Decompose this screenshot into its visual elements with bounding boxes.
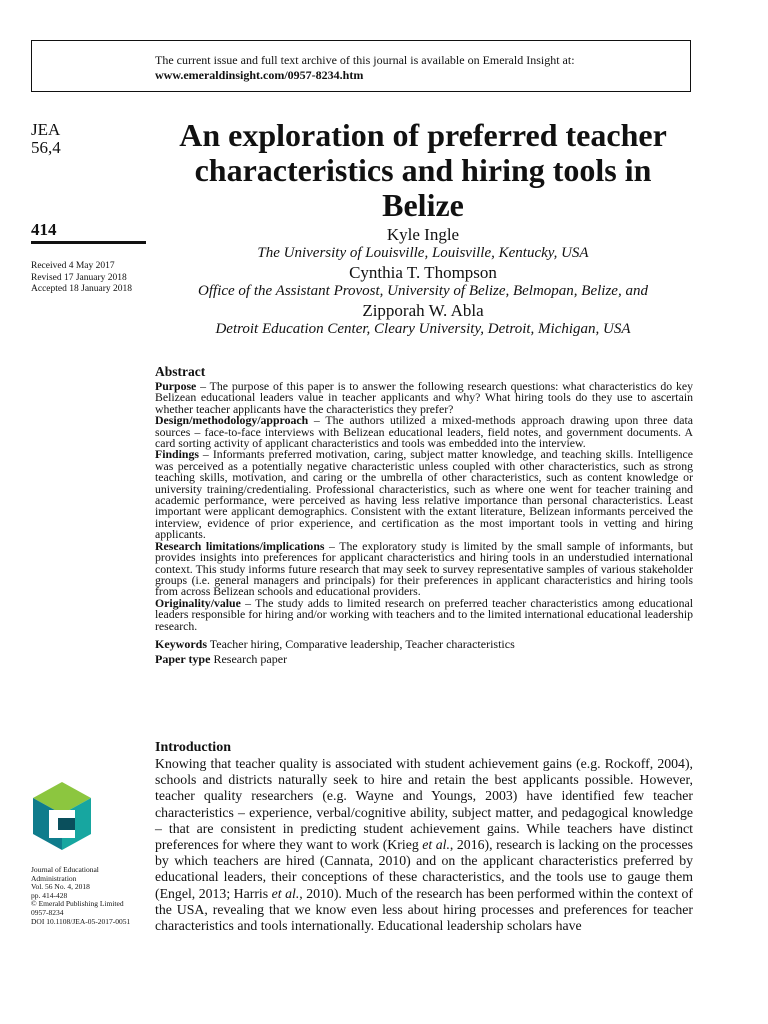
- intro-text-3: , 2010). Much of the research has been performed within the context of the USA, revealing that we know even less about hiring processes and preferences for teacher characteristics and tools internationally. Educational leadership scholars have: [155, 885, 693, 934]
- abstract-section: [155, 364, 693, 666]
- logo-inner-shade: [58, 818, 75, 830]
- design-text: – The authors utilized a mixed-methods approach drawing upon three data sources – face-to-face interviews with Belizean educational leaders, field notes, and government documents. A card sorting activity of applicant characteristics and tools was embedded into the interview.: [155, 413, 693, 451]
- footer-line: Vol. 56 No. 4, 2018: [31, 882, 90, 892]
- findings-label: Findings: [155, 447, 199, 462]
- introduction-paragraph: [155, 756, 693, 934]
- purpose-label: Purpose: [155, 379, 197, 393]
- journal-footer: [31, 866, 130, 926]
- article-history: [31, 261, 132, 296]
- introduction-heading: Introduction: [155, 740, 231, 755]
- intro-et-al: et al.: [422, 837, 450, 853]
- findings-text: – Informants preferred motivation, caring, subject matter knowledge, and teaching skills. Intelligence was perceived as a potentially negative characteristic unless coupled with other characteristics, such as strong teaching skills, motivation, and caring or the umbrella of other characteristics, such as content knowledge or university training/credentialing. Professional characteristics, such as where one went for teacher training and academic performance, were perceived as having less relative importance than personal characteristics. Least important were applicant demographics. Consistent with the extant literature, Belizean informants perceived the interview, evidence of prior experience, and certification as the most important tools in vetting and hiring applicants.: [155, 447, 693, 542]
- footer-doi: DOI 10.1108/JEA-05-2017-0051: [31, 916, 131, 926]
- journal-code: [31, 121, 61, 157]
- intro-text-1: Knowing that teacher quality is associated with student achievement gains (e.g. Rockoff, 2004), schools and districts naturally seek to hire and retain the best applicants possible. However, teacher quality researchers (e.g. Wayne and Youngs, 2003) have identified few teacher characteristics – experience, verbal/cognitive ability, subject matter, and pedagogical knowledge – that are consistent in predicting student achievement gains. While teachers have distinct preferences for where they want to work (Krieg: [155, 756, 693, 853]
- margin-rule: [31, 241, 146, 244]
- received-date: Received 4 May 2017: [31, 261, 115, 271]
- paper-type: [155, 652, 693, 666]
- author-name: Zipporah W. Abla: [362, 301, 484, 320]
- author-name: Kyle Ingle: [386, 225, 460, 244]
- accepted-date: Accepted 18 January 2018: [31, 284, 133, 294]
- page-number: 414: [31, 220, 57, 239]
- footer-line: 0957-8234: [31, 907, 64, 917]
- article-title: An exploration of preferred teacher characteristics and hiring tools in Belize: [179, 117, 667, 223]
- author-block: [150, 225, 696, 339]
- abstract-heading: Abstract: [155, 364, 206, 379]
- footer-line: Administration: [31, 873, 77, 883]
- originality-text: – The study adds to limited research on preferred teacher characteristics among educational leaders responsible for hiring and/or working with teachers and to the limited international educational leadership research.: [155, 595, 693, 633]
- paper-type-label: Paper type: [155, 651, 211, 666]
- footer-line: pp. 414-428: [31, 890, 68, 900]
- author-affiliation: Office of the Assistant Provost, University of Belize, Belmopan, Belize, and: [198, 283, 648, 299]
- intro-text-2: , 2016), research is lacking on the processes by which teachers are hired (Cannata, 2010) and on the applicant characteristics preferred by educational leaders, their conceptions of these characteristics, and the tools use to gauge them (Engel, 2013; Harris: [155, 837, 693, 901]
- originality-label: Originality/value: [155, 595, 241, 610]
- journal-abbreviation: JEA: [31, 120, 61, 139]
- abstract-purpose: [155, 381, 693, 415]
- keywords: [155, 637, 693, 651]
- purpose-text: – The purpose of this paper is to answer the following research questions: what characteristics do key Belizean educational leaders value in teacher applicants and why? What hiring tools do they use to ascertain whether teacher applicants have the characteristics they prefer?: [155, 379, 693, 416]
- abstract-design: [155, 415, 693, 449]
- author-affiliation: Detroit Education Center, Cleary University, Detroit, Michigan, USA: [215, 321, 631, 337]
- design-label: Design/methodology/approach: [155, 413, 309, 428]
- introduction-section: [155, 739, 693, 934]
- paper-type-text: Research paper: [210, 651, 288, 666]
- author-name: Cynthia T. Thompson: [349, 263, 497, 282]
- footer-line: © Emerald Publishing Limited: [31, 899, 124, 909]
- author-affiliation: The University of Louisville, Louisville, Kentucky, USA: [257, 245, 589, 261]
- abstract-limitations: [155, 538, 693, 599]
- keywords-label: Keywords: [155, 636, 207, 651]
- footer-line: Journal of Educational: [31, 865, 99, 874]
- emerald-logo-icon: [31, 780, 93, 852]
- revised-date: Revised 17 January 2018: [31, 272, 127, 283]
- journal-availability-notice: [31, 40, 691, 92]
- limitations-label: Research limitations/implications: [155, 538, 325, 553]
- limitations-text: – The exploratory study is limited by the small sample of informants, but provides insights into preferences for applicant characteristics and hiring tools in an understudied international context. This study informs future research that may seek to survey representative samples of various stakeholder groups (i.e. general managers and principals) for their preferences in applicant characteristics and hiring tools from across Belizean schools and educational providers.: [155, 538, 693, 599]
- volume-issue: 56,4: [31, 138, 61, 157]
- abstract-originality: [155, 595, 693, 633]
- notice-text: The current issue and full text archive of this journal is available on Emerald Insight at:: [155, 53, 575, 67]
- journal-url-link[interactable]: www.emeraldinsight.com/0957-8234.htm: [155, 68, 364, 82]
- abstract-findings: [155, 449, 693, 540]
- keywords-text: Teacher hiring, Comparative leadership, Teacher characteristics: [207, 636, 515, 651]
- intro-et-al: et al.: [271, 885, 300, 901]
